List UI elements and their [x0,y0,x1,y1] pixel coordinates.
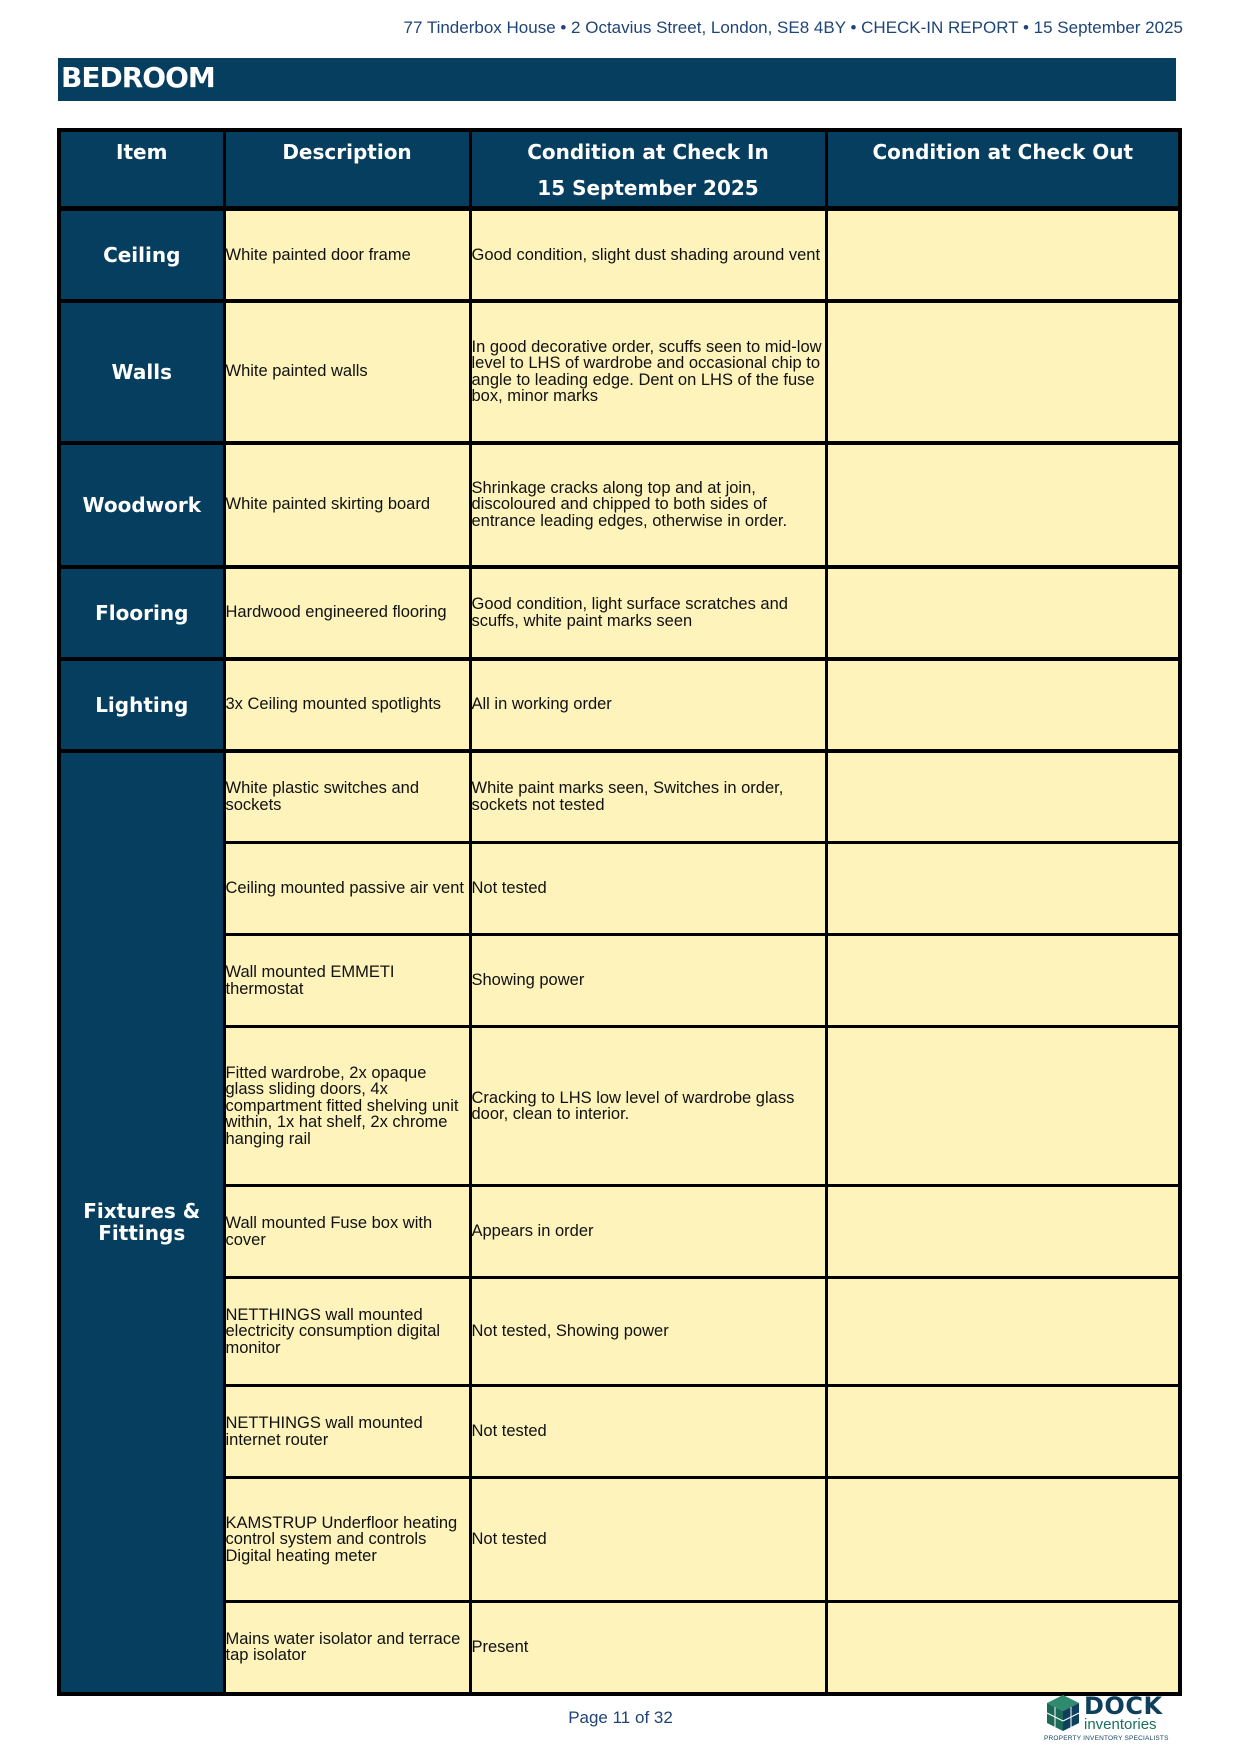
check-out-cell [826,935,1180,1027]
item-cell: Woodwork [59,443,224,567]
description-cell: Fitted wardrobe, 2x opaque glass sliding doors, 4x compartment fitted shelving unit within, 1x hat shelf, 2x chrome hanging rail [224,1027,470,1186]
table-header-row [59,130,1180,209]
logo-wordmark-inventories: inventories [1084,1716,1157,1733]
check-out-cell [826,1186,1180,1278]
item-cell: Fixtures & Fittings [59,751,224,1694]
description-cell: White painted skirting board [224,443,470,567]
logo-tagline: PROPERTY INVENTORY SPECIALISTS [1044,1735,1169,1742]
table-row [59,659,1180,751]
check-out-cell [826,751,1180,843]
check-out-cell [826,301,1180,443]
table-row [59,1602,1180,1694]
table-row [59,301,1180,443]
check-in-cell: Not tested [470,1386,826,1478]
column-header-check-in [470,130,826,209]
check-in-cell: Not tested [470,843,826,935]
description-cell: NETTHINGS wall mounted electricity consumption digital monitor [224,1278,470,1386]
description-cell: White plastic switches and sockets [224,751,470,843]
check-in-header-title: Condition at Check In [527,140,769,164]
item-cell: Ceiling [59,209,224,301]
description-cell: Wall mounted Fuse box with cover [224,1186,470,1278]
check-in-cell: Good condition, light surface scratches and scuffs, white paint marks seen [470,567,826,659]
check-in-cell: Cracking to LHS low level of wardrobe glass door, clean to interior. [470,1027,826,1186]
description-cell: Mains water isolator and terrace tap isolator [224,1602,470,1694]
table-row [59,1027,1180,1186]
table-row [59,751,1180,843]
description-cell: Ceiling mounted passive air vent [224,843,470,935]
check-in-cell: Appears in order [470,1186,826,1278]
table-row [59,935,1180,1027]
table-row [59,843,1180,935]
item-cell: Walls [59,301,224,443]
check-in-cell: Not tested [470,1478,826,1602]
logo-wordmark-dock: DOCK [1084,1692,1163,1720]
table-row [59,209,1180,301]
report-header: 77 Tinderbox House • 2 Octavius Street, London, SE8 4BY • CHECK-IN REPORT • 15 September 2025 [403,18,1183,37]
description-cell: KAMSTRUP Underfloor heating control system and controls Digital heating meter [224,1478,470,1602]
check-in-cell: Present [470,1602,826,1694]
check-out-cell [826,567,1180,659]
description-cell: Wall mounted EMMETI thermostat [224,935,470,1027]
check-out-cell [826,1602,1180,1694]
table-row [59,443,1180,567]
check-out-cell [826,1478,1180,1602]
section-title: BEDROOM [61,61,215,94]
description-cell: 3x Ceiling mounted spotlights [224,659,470,751]
item-cell: Flooring [59,567,224,659]
column-header-description: Description [224,130,470,209]
section-bar [58,58,1176,101]
check-out-cell [826,209,1180,301]
column-header-item: Item [59,130,224,209]
stacked-cubes-logo-icon [1044,1693,1082,1733]
check-in-cell: Shrinkage cracks along top and at join, discoloured and chipped to both sides of entrance leading edges, otherwise in order. [470,443,826,567]
description-cell: Hardwood engineered flooring [224,567,470,659]
check-out-cell [826,1027,1180,1186]
table-row [59,567,1180,659]
check-in-cell: Showing power [470,935,826,1027]
item-cell: Lighting [59,659,224,751]
check-out-cell [826,443,1180,567]
company-logo [1044,1693,1174,1745]
table-row [59,1478,1180,1602]
description-cell: White painted walls [224,301,470,443]
page-number: Page 11 of 32 [568,1708,673,1727]
check-in-cell: Good condition, slight dust shading around vent [470,209,826,301]
table-row [59,1386,1180,1478]
check-out-cell [826,659,1180,751]
check-in-header-date: 15 September 2025 [537,176,759,200]
check-in-cell: Not tested, Showing power [470,1278,826,1386]
inventory-table [57,128,1182,1696]
check-out-cell [826,843,1180,935]
description-cell: White painted door frame [224,209,470,301]
check-out-cell [826,1278,1180,1386]
check-out-cell [826,1386,1180,1478]
table-row [59,1278,1180,1386]
description-cell: NETTHINGS wall mounted internet router [224,1386,470,1478]
column-header-check-out: Condition at Check Out [826,130,1180,209]
check-in-cell: All in working order [470,659,826,751]
check-in-cell: White paint marks seen, Switches in order, sockets not tested [470,751,826,843]
check-in-cell: In good decorative order, scuffs seen to mid-low level to LHS of wardrobe and occasional chip to angle to leading edge. Dent on LHS of the fuse box, minor marks [470,301,826,443]
table-row [59,1186,1180,1278]
